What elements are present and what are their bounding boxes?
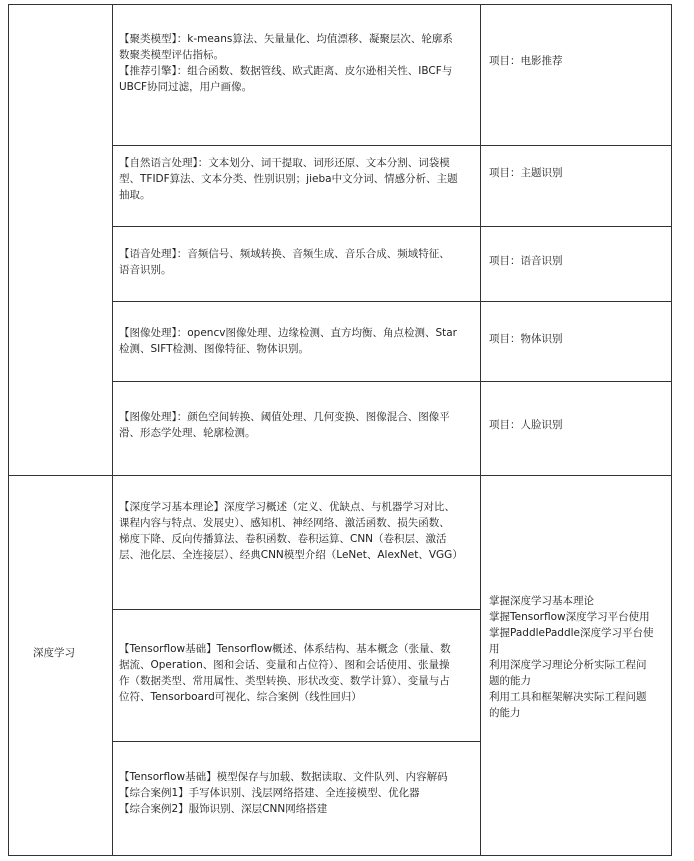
row-divider-5 (112, 609, 480, 610)
content-line: 【综合案例1】手写体识别、浅层网络搭建、全连接模型、优化器 (119, 787, 420, 799)
project-label: 项目：语音识别 (489, 255, 563, 267)
goal-line: 掌握Tensorflow深度学习平台使用 (489, 611, 650, 623)
goal-line: 掌握PaddlePaddle深度学习平台使 (489, 627, 654, 639)
goal-line: 利用深度学习理论分析实际工程问 (489, 659, 647, 671)
goal-line: 利用工具和框架解决实际工程问题 (489, 691, 647, 703)
content-line: 梯度下降、反向传播算法、卷积函数、卷积运算、CNN（卷积层、激活 (119, 533, 447, 545)
row-divider-6 (112, 741, 480, 742)
content-line: 【推荐引擎】：组合函数、数据管线、欧式距离、皮尔逊相关性、IBCF与 (119, 65, 453, 77)
project-cell-movie-recommendation (481, 53, 671, 69)
content-line: 层、池化层、全连接层）、经典CNN模型介绍（LeNet、AlexNet、VGG） (119, 549, 463, 561)
content-line: 【Tensorflow基础】Tensorflow概述、体系结构、基本概念（张量、数 (119, 643, 451, 655)
content-line: UBCF协同过滤，用户画像。 (119, 81, 253, 93)
content-cell-image-processing-2 (113, 409, 480, 441)
content-line: 抽取。 (119, 189, 151, 201)
project-label: 项目：人脸识别 (489, 419, 563, 431)
category-cell-deep-learning (9, 645, 112, 661)
content-cell-nlp (113, 155, 480, 203)
content-line: 课程内容与特点、发展史）、感知机、神经网络、激活函数、损失函数、 (119, 517, 450, 529)
content-line: 【语音处理】：音频信号、频域转换、音频生成、音乐合成、频域特征、 (119, 248, 450, 260)
goal-line: 的能力 (489, 707, 521, 719)
content-line: 【Tensorflow基础】模型保存与加载、数据读取、文件队列、内容解码 (119, 771, 448, 783)
goal-line: 题的能力 (489, 675, 531, 687)
content-cell-tensorflow-basics-1 (113, 641, 480, 705)
content-line: 位符、Tensorboard可视化、综合案例（线性回归） (119, 691, 362, 703)
content-cell-image-processing-1 (113, 325, 480, 357)
content-line: 【图像处理】：opencv图像处理、边缘检测、直方均衡、角点检测、Star (119, 327, 457, 339)
row-divider-4 (112, 381, 671, 382)
content-cell-speech (113, 246, 480, 278)
content-line: 【图像处理】：颜色空间转换、阈值处理、几何变换、图像混合、图像平 (119, 411, 450, 423)
row-divider-2 (112, 226, 671, 227)
content-line: 据流、Operation、图和会话、变量和占位符）、图和会话使用、张量操 (119, 659, 450, 671)
content-line: 数聚类模型评估指标。 (119, 49, 224, 61)
content-cell-tensorflow-basics-2 (113, 769, 480, 817)
content-line: 【综合案例2】服饰识别、深层CNN网络搭建 (119, 803, 328, 815)
content-line: 【聚类模型】：k-means算法、矢量量化、均值漂移、凝聚层次、轮廓系 (119, 33, 453, 45)
category-label: 深度学习 (33, 647, 75, 659)
content-line: 作（数据类型、常用属性、类型转换、形状改变、数学计算）、变量与占 (119, 675, 450, 687)
content-line: 【自然语言处理】：文本划分、词干提取、词形还原、文本分割、词袋模 (119, 157, 450, 169)
curriculum-table (8, 4, 672, 856)
goal-line: 掌握深度学习基本理论 (489, 595, 594, 607)
project-cell-topic-recognition (481, 165, 671, 181)
project-cell-face-recognition (481, 417, 671, 433)
content-cell-dl-theory (113, 499, 480, 563)
goal-line: 用 (489, 643, 500, 655)
content-line: 检测、SIFT检测、图像特征、物体识别。 (119, 343, 310, 355)
project-label: 项目：电影推荐 (489, 55, 563, 67)
content-line: 语音识别。 (119, 264, 172, 276)
content-line: 型、TFIDF算法、文本分类、性别识别；jieba中文分词、情感分析、主题 (119, 173, 458, 185)
content-cell-clustering (113, 31, 480, 95)
goals-cell-deep-learning (481, 593, 671, 721)
content-line: 【深度学习基本理论】深度学习概述（定义、优缺点、与机器学习对比、 (119, 501, 455, 513)
project-cell-object-recognition (481, 331, 671, 347)
project-label: 项目：物体识别 (489, 333, 563, 345)
section-divider (9, 475, 671, 476)
project-label: 项目：主题识别 (489, 167, 563, 179)
project-cell-speech-recognition (481, 253, 671, 269)
content-line: 滑、形态学处理、轮廓检测。 (119, 427, 256, 439)
row-divider-3 (112, 301, 671, 302)
row-divider-1 (112, 145, 671, 146)
